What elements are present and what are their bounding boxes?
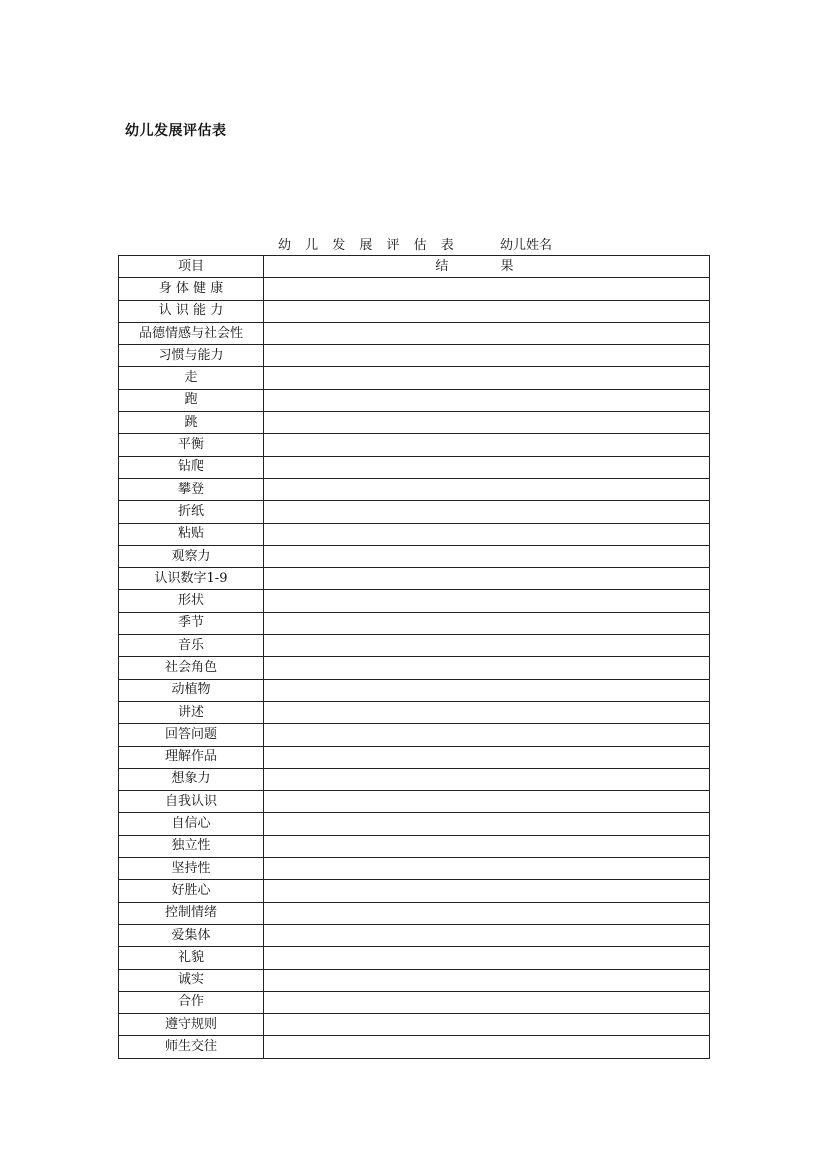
- result-cell[interactable]: [264, 1036, 710, 1058]
- table-row: [119, 991, 710, 1013]
- item-cell: 季节: [119, 612, 264, 634]
- result-cell[interactable]: [264, 635, 710, 657]
- result-cell[interactable]: [264, 278, 710, 300]
- item-cell: 自信心: [119, 813, 264, 835]
- document-title: 幼儿发展评估表: [125, 123, 227, 139]
- item-cell: 坚持性: [119, 858, 264, 880]
- result-cell[interactable]: [264, 791, 710, 813]
- table-row: [119, 724, 710, 746]
- result-cell[interactable]: [264, 523, 710, 545]
- result-cell[interactable]: [264, 657, 710, 679]
- item-cell: 讲述: [119, 701, 264, 723]
- table-row: [119, 278, 710, 300]
- result-cell[interactable]: [264, 367, 710, 389]
- table-row: [119, 434, 710, 456]
- item-cell: 理解作品: [119, 746, 264, 768]
- table-row: [119, 701, 710, 723]
- result-cell[interactable]: [264, 679, 710, 701]
- table-header-row: [119, 256, 710, 278]
- item-cell: 跑: [119, 389, 264, 411]
- header-item: 项目: [119, 256, 264, 278]
- item-cell: 钻爬: [119, 456, 264, 478]
- table-row: [119, 924, 710, 946]
- table-row: [119, 746, 710, 768]
- table-row: [119, 523, 710, 545]
- item-cell: 爱集体: [119, 924, 264, 946]
- item-cell: 礼貌: [119, 947, 264, 969]
- result-cell[interactable]: [264, 300, 710, 322]
- item-cell: 动植物: [119, 679, 264, 701]
- item-cell: 形状: [119, 590, 264, 612]
- table-row: [119, 880, 710, 902]
- result-cell[interactable]: [264, 969, 710, 991]
- table-row: [119, 456, 710, 478]
- table-row: [119, 367, 710, 389]
- result-cell[interactable]: [264, 345, 710, 367]
- result-cell[interactable]: [264, 947, 710, 969]
- table-row: [119, 501, 710, 523]
- item-cell: 观察力: [119, 545, 264, 567]
- item-cell: 认识数字1-9: [119, 568, 264, 590]
- table-row: [119, 858, 710, 880]
- table-row: [119, 389, 710, 411]
- result-cell[interactable]: [264, 991, 710, 1013]
- table-row: [119, 612, 710, 634]
- result-cell[interactable]: [264, 612, 710, 634]
- table-row: [119, 947, 710, 969]
- table-row: [119, 300, 710, 322]
- result-cell[interactable]: [264, 545, 710, 567]
- result-cell[interactable]: [264, 746, 710, 768]
- item-cell: 社会角色: [119, 657, 264, 679]
- item-cell: 好胜心: [119, 880, 264, 902]
- result-cell[interactable]: [264, 501, 710, 523]
- table-row: [119, 412, 710, 434]
- table-row: [119, 679, 710, 701]
- result-cell[interactable]: [264, 322, 710, 344]
- item-cell: 合作: [119, 991, 264, 1013]
- table-row: [119, 635, 710, 657]
- result-cell[interactable]: [264, 701, 710, 723]
- table-row: [119, 568, 710, 590]
- result-cell[interactable]: [264, 813, 710, 835]
- table-row: [119, 902, 710, 924]
- table-row: [119, 478, 710, 500]
- item-cell: 诚实: [119, 969, 264, 991]
- result-cell[interactable]: [264, 835, 710, 857]
- table-row: [119, 1036, 710, 1058]
- item-cell: 认 识 能 力: [119, 300, 264, 322]
- header-result: [264, 256, 710, 278]
- result-cell[interactable]: [264, 389, 710, 411]
- item-cell: 平衡: [119, 434, 264, 456]
- table-row: [119, 545, 710, 567]
- table-row: [119, 657, 710, 679]
- result-cell[interactable]: [264, 1014, 710, 1036]
- result-cell[interactable]: [264, 768, 710, 790]
- result-cell[interactable]: [264, 724, 710, 746]
- item-cell: 自我认识: [119, 791, 264, 813]
- result-cell[interactable]: [264, 880, 710, 902]
- item-cell: 音乐: [119, 635, 264, 657]
- item-cell: 折纸: [119, 501, 264, 523]
- table-caption: [118, 234, 710, 254]
- header-result-label: 结 果: [435, 258, 538, 274]
- table-title: 幼 儿 发 展 评 估 表: [278, 238, 459, 253]
- result-cell[interactable]: [264, 902, 710, 924]
- result-cell[interactable]: [264, 924, 710, 946]
- table-row: [119, 590, 710, 612]
- item-cell: 攀登: [119, 478, 264, 500]
- item-cell: 师生交往: [119, 1036, 264, 1058]
- evaluation-table: [118, 255, 710, 1059]
- table-row: [119, 791, 710, 813]
- child-name-label: 幼儿姓名: [500, 238, 553, 253]
- table-row: [119, 322, 710, 344]
- result-cell[interactable]: [264, 456, 710, 478]
- result-cell[interactable]: [264, 568, 710, 590]
- item-cell: 跳: [119, 412, 264, 434]
- table-row: [119, 1014, 710, 1036]
- item-cell: 控制情绪: [119, 902, 264, 924]
- item-cell: 粘贴: [119, 523, 264, 545]
- item-cell: 遵守规则: [119, 1014, 264, 1036]
- table-body: [119, 278, 710, 1058]
- item-cell: 回答问题: [119, 724, 264, 746]
- table-row: [119, 813, 710, 835]
- result-cell[interactable]: [264, 858, 710, 880]
- table-row: [119, 969, 710, 991]
- item-cell: 独立性: [119, 835, 264, 857]
- item-cell: 想象力: [119, 768, 264, 790]
- item-cell: 走: [119, 367, 264, 389]
- item-cell: 品德情感与社会性: [119, 322, 264, 344]
- result-cell[interactable]: [264, 590, 710, 612]
- result-cell[interactable]: [264, 478, 710, 500]
- table-row: [119, 345, 710, 367]
- item-cell: 身 体 健 康: [119, 278, 264, 300]
- item-cell: 习惯与能力: [119, 345, 264, 367]
- table-row: [119, 768, 710, 790]
- result-cell[interactable]: [264, 412, 710, 434]
- result-cell[interactable]: [264, 434, 710, 456]
- table-row: [119, 835, 710, 857]
